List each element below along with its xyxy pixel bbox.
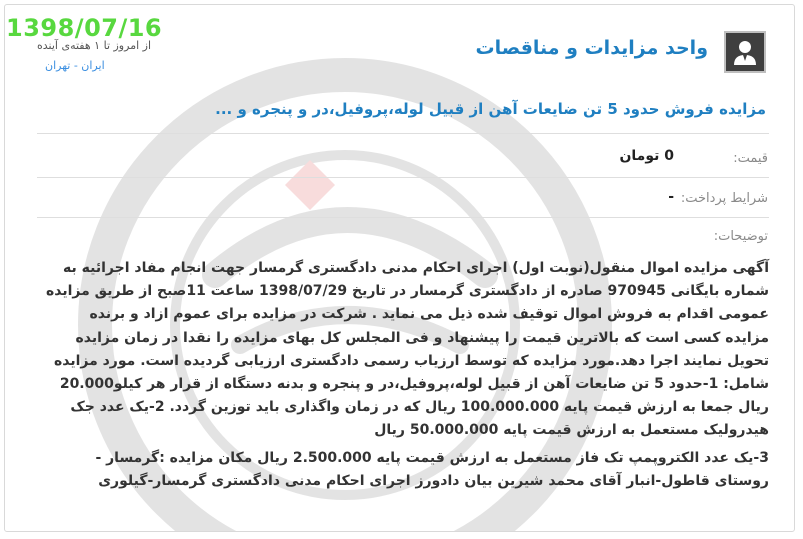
payment-label: شرایط پرداخت: xyxy=(680,191,768,206)
user-avatar-icon xyxy=(724,31,766,73)
date-stamp: 1398/07/16 xyxy=(6,14,163,42)
description-paragraph: آگهی مزایده اموال منقول(نوبت اول) اجرای احکام مدنی دادگستری گرمسار جهت انجام مفاد اجرائیه به شماره بایگانی 970945 صادره از دادگستری گرمسار در تاریخ 1398/07/29 ساعت 11صبح از طریق مزایده عمومی اقدام به فروش اموال توقیف شده ذیل می نماید . شرکت در مزایده برای عموم ازاد و برنده مزایده کسی است که بالاترین قیمت را پیشنهاد و فی المجلس کل بهای مزایده را نقدا در زمان مزایده تحویل نمایند اجرا دهد.مورد مزایده که توسط ارزیاب رسمی دادگستری ارزیابی گردیده است. مورد مزایده شامل: 1-حدود 5 تن ضایعات آهن از قبیل لوله،پروفیل،در و پنجره و بدنه دستگاه از قرار هر کیلو20.000 ریال جمعا به ارزش قیمت پایه 100.000.000 ریال که در زمان واگذاری باید توزین گردد. 2-یک عدد جک هیدرولیک مستعمل به ارزش قیمت پایه 50.000.000 ریال xyxy=(45,260,769,439)
auction-subject[interactable]: مزایده فروش حدود 5 تن ضایعات آهن از قبیل لوله،پروفیل،در و پنجره و ... xyxy=(215,100,766,118)
description-label: توضیحات: xyxy=(713,229,768,244)
location-link[interactable]: ایران - تهران xyxy=(45,59,105,72)
price-label: قیمت: xyxy=(733,151,768,166)
price-value: 0 تومان xyxy=(619,148,674,164)
divider xyxy=(37,177,769,178)
description-paragraph-2: 3-یک عدد الکتروپمپ تک فاز مستعمل به ارزش قیمت پایه 2.500.000 ریال مکان مزایده :گرمسار - روستای قاطول-انبار آقای محمد شیرین بیان دادورز اجرای احکام مدنی دادگستری گرمسار-گیلوری xyxy=(95,449,769,489)
deadline-text: از امروز تا ۱ هفته‌ی آینده xyxy=(37,39,152,52)
divider xyxy=(37,217,769,218)
payment-value: - xyxy=(668,189,674,205)
description-body xyxy=(45,257,769,493)
auction-card xyxy=(4,4,795,532)
divider xyxy=(37,133,769,134)
department-title: واحد مزایدات و مناقصات xyxy=(475,37,708,59)
